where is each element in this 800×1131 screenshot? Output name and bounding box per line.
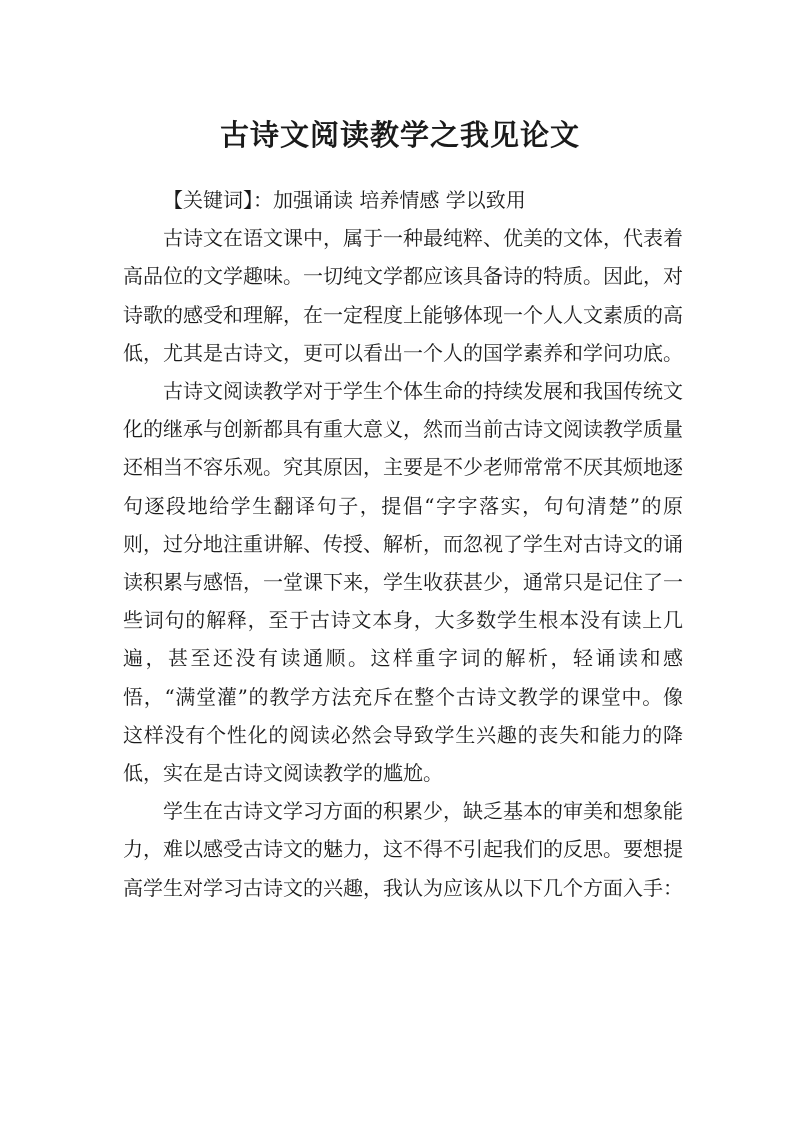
keywords-label: 【关键词】： (163, 188, 273, 212)
keywords-line (123, 181, 683, 219)
paragraph: 学生在古诗文学习方面的积累少，缺乏基本的审美和想象能力，难以感受古诗文的魅力，这不得不引起我们的反思。要想提高学生对学习古诗文的兴趣，我认为应该从以下几个方面入手： (123, 799, 683, 900)
keywords-values: 加强诵读 培养情感 学以致用 (273, 188, 526, 212)
document-title: 古诗文阅读教学之我见论文 (219, 118, 580, 153)
document-body (123, 181, 683, 907)
paragraph: 古诗文阅读教学对于学生个体生命的持续发展和我国传统文化的继承与创新都具有重大意义，然而当前古诗文阅读教学质量还相当不容乐观。究其原因，主要是不少老师常常不厌其烦地逐句逐段地给学生翻译句子，提倡“字字落实，句句清楚”的原则，过分地注重讲解、传授、解析，而忽视了学生对古诗文的诵读积累与感悟，一堂课下来，学生收获甚少，通常只是记住了一些词句的解释，至于古诗文本身，大多数学生根本没有读上几遍，甚至还没有读通顺。这样重字词的解析，轻诵读和感悟，“满堂灌”的教学方法充斥在整个古诗文教学的课堂中。像这样没有个性化的阅读必然会导致学生兴趣的丧失和能力的降低，实在是古诗文阅读教学的尴尬。 (123, 379, 683, 786)
paragraph: 古诗文在语文课中，属于一种最纯粹、优美的文体，代表着高品位的文学趣味。一切纯文学都应该具备诗的特质。因此，对诗歌的感受和理解，在一定程度上能够体现一个人人文素质的高低，尤其是古诗文，更可以看出一个人的国学素养和学问功底。 (123, 226, 683, 365)
